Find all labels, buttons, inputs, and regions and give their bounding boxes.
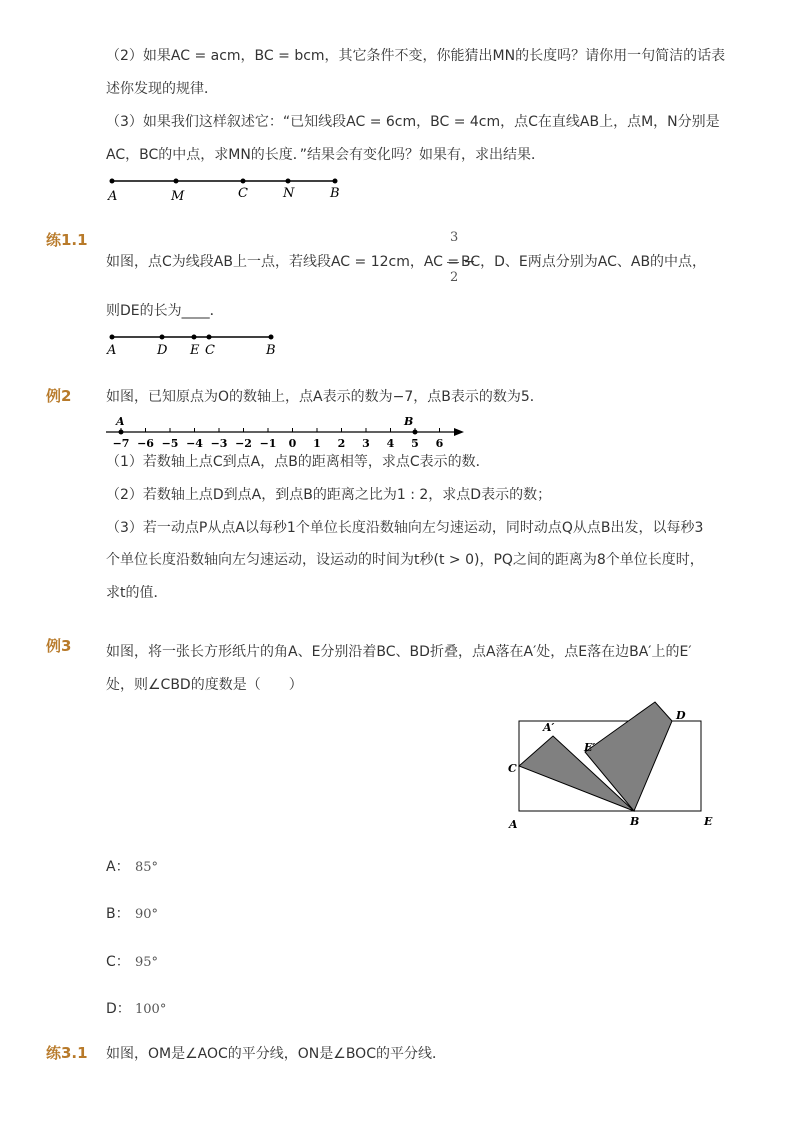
label-a: A <box>509 818 518 830</box>
label-e: E <box>190 343 200 358</box>
label-c: C <box>238 186 248 201</box>
point-n <box>286 179 291 184</box>
exercise-tag-1-1: 练1.1 <box>46 231 88 249</box>
point-m <box>174 179 179 184</box>
folded-rectangle-figure <box>505 698 725 830</box>
label-b: B <box>630 815 640 828</box>
ex3-line2: 处，则∠CBD的度数是（ ） <box>106 677 303 693</box>
tick-label: −7 <box>112 437 130 450</box>
ex31-line1: 如图，OM是∠AOC的平分线，ON是∠BOC的平分线． <box>106 1046 446 1062</box>
ex2-q1: （1）若数轴上点C到点A，点B的距离相等，求点C表示的数． <box>106 454 490 470</box>
ex3-line1: 如图，将一张长方形纸片的角A、E分别沿着BC、BD折叠，点A落在A′处，点E落在边BA′上的E′ <box>106 644 692 660</box>
option-b-value[interactable]: 90° <box>135 907 159 922</box>
tick-label: −2 <box>235 437 252 450</box>
option-c-label[interactable]: C： <box>106 954 130 970</box>
label-a: A <box>108 189 118 204</box>
option-d-value[interactable]: 100° <box>135 1002 167 1017</box>
tick-label: 4 <box>386 437 395 450</box>
label-d: D <box>676 709 686 722</box>
tick-label: 3 <box>362 437 370 450</box>
label-b: B <box>330 186 340 201</box>
point-a-marker <box>119 430 124 435</box>
tick-label: −1 <box>259 437 277 450</box>
ex2-q3-line1: （3）若一动点P从点A以每秒1个单位长度沿数轴向左匀速运动，同时动点Q从点B出发，以每秒3 <box>106 520 704 536</box>
point-c <box>241 179 246 184</box>
label-d: D <box>157 343 168 358</box>
point-b <box>333 179 338 184</box>
label-a-prime: A′ <box>543 721 555 734</box>
label-e: E <box>704 815 713 828</box>
ex2-q2: （2）若数轴上点D到点A，到点B的距离之比为1 : 2，求点D表示的数； <box>106 487 552 503</box>
tick-label: 6 <box>435 437 444 450</box>
part2-line1: （2）如果AC = acm，BC = bcm，其它条件不变，你能猜出MN的长度吗？请你用一句简洁的话表 <box>106 48 726 64</box>
example-tag-3: 例3 <box>46 637 72 655</box>
option-d-label[interactable]: D： <box>106 1001 131 1017</box>
point-a-label: A <box>116 415 125 428</box>
example-tag-2: 例2 <box>46 387 72 405</box>
label-b: B <box>266 343 276 358</box>
point-b-label: B <box>404 415 414 428</box>
tick-label: −6 <box>137 437 154 450</box>
ex11-line2: 则DE的长为____． <box>106 303 224 319</box>
ex11-line1b: BC，D、E两点分别为AC、AB的中点， <box>461 254 707 270</box>
point-b <box>269 335 274 340</box>
tick-label: −4 <box>186 437 203 450</box>
label-n: N <box>283 186 295 201</box>
label-e-prime: E′ <box>584 741 596 754</box>
ex2-q3-line2: 个单位长度沿数轴向左匀速运动，设运动的时间为t秒(t > 0)，PQ之间的距离为8个单位长度时， <box>106 552 704 568</box>
fraction-denominator: 2 <box>450 270 459 285</box>
point-d <box>160 335 165 340</box>
segment-figure-amcnb <box>100 172 360 204</box>
tick-label: −3 <box>210 437 228 450</box>
part2-line2: 述你发现的规律． <box>106 81 218 97</box>
fraction-numerator: 3 <box>450 230 459 245</box>
label-c: C <box>508 762 517 775</box>
label-c: C <box>205 343 215 358</box>
option-a-label[interactable]: A： <box>106 859 130 875</box>
label-a: A <box>107 343 117 358</box>
exercise-tag-3-1: 练3.1 <box>46 1044 88 1062</box>
part3-line1: （3）如果我们这样叙述它：“已知线段AC = 6cm，BC = 4cm，点C在直线AB上，点M，N分别是 <box>106 114 720 130</box>
label-m: M <box>171 189 185 204</box>
tick-label: 2 <box>337 437 346 450</box>
option-c-value[interactable]: 95° <box>135 955 159 970</box>
point-b-marker <box>413 430 418 435</box>
tick-label: 1 <box>313 437 321 450</box>
ex11-line1a: 如图，点C为线段AB上一点，若线段AC = 12cm，AC = − <box>106 254 476 270</box>
segment-figure-adecb <box>100 328 290 360</box>
number-line <box>100 412 470 452</box>
tick-label: −5 <box>161 437 179 450</box>
tick-label: 0 <box>288 437 297 450</box>
point-c <box>207 335 212 340</box>
point-a <box>110 335 115 340</box>
option-b-label[interactable]: B： <box>106 906 130 922</box>
ex2-q3-line3: 求t的值． <box>106 585 168 601</box>
point-a <box>110 179 115 184</box>
ex2-line1: 如图，已知原点为O的数轴上，点A表示的数为−7，点B表示的数为5． <box>106 389 544 405</box>
tick-label: 5 <box>411 437 419 450</box>
option-a-value[interactable]: 85° <box>135 860 159 875</box>
point-e <box>192 335 197 340</box>
part3-line2: AC，BC的中点，求MN的长度．”结果会有变化吗？如果有，求出结果． <box>106 147 546 163</box>
